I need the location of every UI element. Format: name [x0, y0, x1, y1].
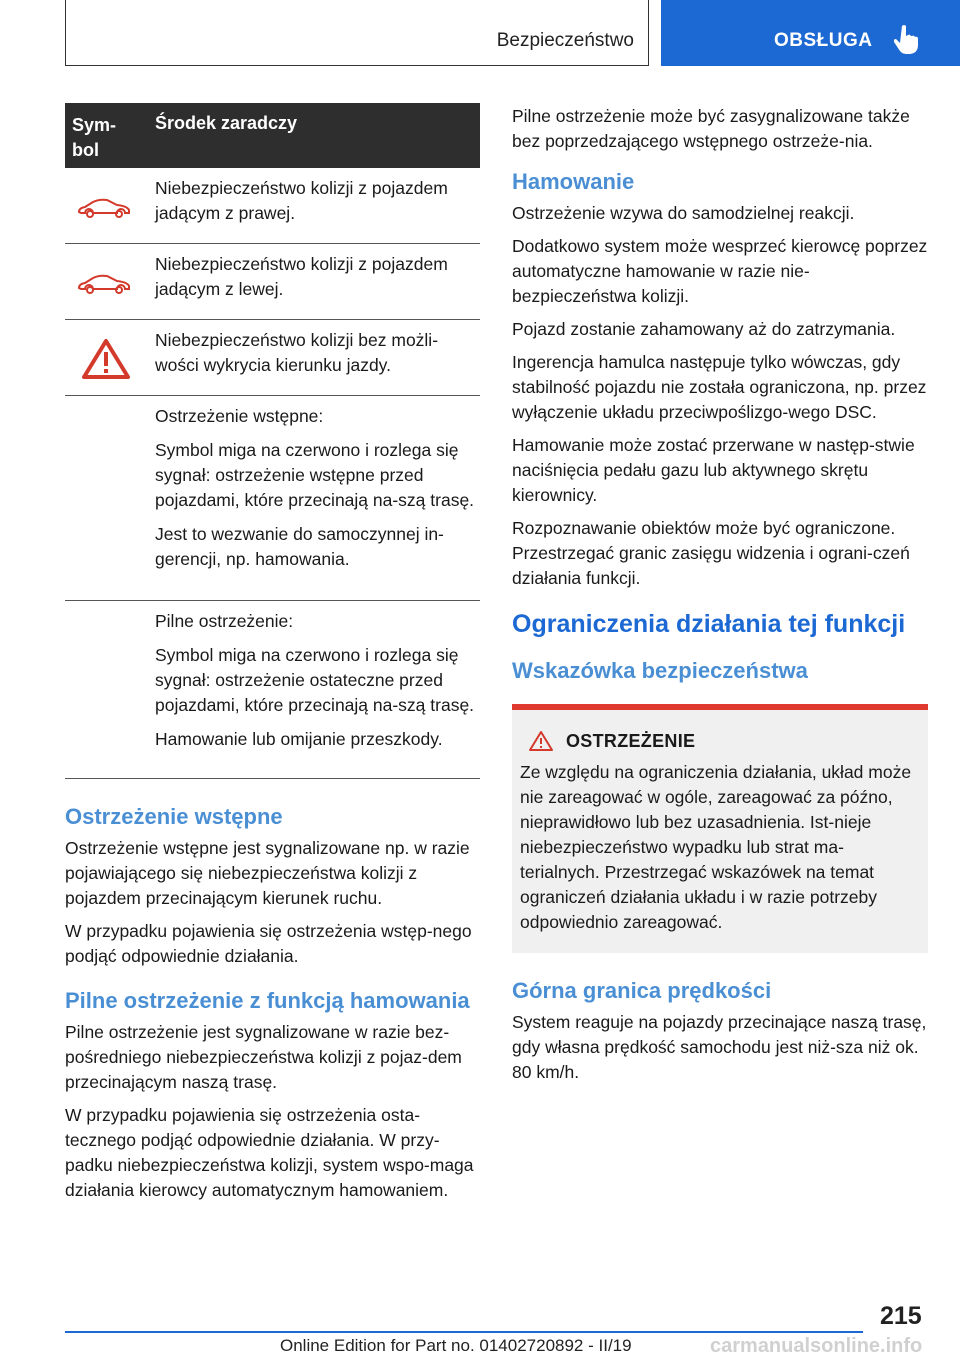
paragraph: Pojazd zostanie zahamowany aż do zatrzymania.: [512, 319, 896, 339]
table-row: [65, 168, 480, 244]
warning-box: [512, 704, 928, 953]
header-symbol: [72, 113, 116, 163]
pointing-hand-icon: [894, 24, 920, 54]
paragraph: W przypadku pojawienia się ostrzeżenia osta-tecznego podjąć odpowiednie działania. W przy-padku niebezpieczeństwa kolizji, system wspo-maga działania kierowcy automatycznym hamowaniem.: [65, 1105, 474, 1200]
car-red-icon: [75, 272, 135, 296]
heading-urgent-warning: Pilne ostrzeżenie z funkcją hamowania: [65, 988, 470, 1013]
row-text: Ostrzeżenie wstępne:: [155, 406, 324, 426]
section-title: Bezpieczeństwo: [496, 30, 634, 51]
table-row: [65, 244, 480, 320]
warning-title: OSTRZEŻENIE: [566, 730, 696, 751]
row-text: Niebezpieczeństwo kolizji z pojazdem jadącym z lewej.: [155, 254, 448, 299]
row-text: Symbol miga na czerwono i rozlega się sygnał: ostrzeżenie ostateczne przed pojazdami, które przecinają na-szą trasę.: [155, 645, 475, 715]
heading-speed-limit: Górna granica prędkości: [512, 978, 772, 1003]
paragraph: Dodatkowo system może wesprzeć kierowcę poprzez automatyczne hamowanie w razie nie-bezpieczeństwa kolizji.: [512, 236, 928, 306]
heading-safety: Wskazówka bezpieczeństwa: [512, 658, 808, 683]
paragraph: Ostrzeżenie wzywa do samodzielnej reakcji.: [512, 203, 855, 223]
watermark-logo: carmanualsonline.info: [710, 1335, 923, 1357]
edition-text: Online Edition for Part no. 01402720892 - II/19: [280, 1336, 632, 1355]
table-row: [65, 320, 480, 396]
page-number: 215: [880, 1302, 922, 1330]
paragraph: Ingerencja hamulca następuje tylko wówczas, gdy stabilność pojazdu nie została ograniczona, np. przez wyłączenie układu przeciwpoślizgo-wego DSC.: [512, 352, 927, 422]
paragraph: Hamowanie może zostać przerwane w następ-stwie naciśnięcia pedału gazu lub aktywnego skrętu kierownicy.: [512, 435, 915, 505]
chapter-title[interactable]: OBSŁUGA: [774, 30, 873, 51]
header-symbol-line1: Sym-: [72, 115, 117, 135]
table-header: [65, 103, 480, 168]
header-symbol-line2: bol: [72, 140, 99, 160]
header-action: Środek zaradczy: [155, 113, 298, 133]
car-red-icon: [75, 196, 135, 220]
row-text: Symbol miga na czerwono i rozlega się sygnał: ostrzeżenie wstępne przed pojazdami, które przecinają na-szą trasę.: [155, 440, 475, 510]
table-row: [65, 601, 480, 779]
table-row: [65, 396, 480, 601]
footer-divider: [65, 1331, 863, 1333]
heading-braking: Hamowanie: [512, 169, 635, 194]
row-text: Pilne ostrzeżenie:: [155, 611, 294, 631]
paragraph: W przypadku pojawienia się ostrzeżenia wstęp-nego podjąć odpowiednie działania.: [65, 921, 472, 966]
paragraph: Ostrzeżenie wstępne jest sygnalizowane np. w razie pojawiającego się niebezpieczeństwa kolizji z pojazdem przecinającym kierunek ruchu.: [65, 838, 470, 908]
heading-prewarning: Ostrzeżenie wstępne: [65, 804, 283, 829]
left-column: [65, 803, 480, 1211]
warning-title-row: [520, 730, 920, 752]
warning-triangle-icon: [81, 338, 131, 380]
row-text: Hamowanie lub omijanie przeszkody.: [155, 729, 443, 749]
paragraph: Pilne ostrzeżenie może być zasygnalizowane także bez poprzedzającego wstępnego ostrzeże-nia.: [512, 106, 910, 151]
heading-limits: Ograniczenia działania tej funkcji: [512, 610, 906, 638]
row-text: Niebezpieczeństwo kolizji z pojazdem jadącym z prawej.: [155, 178, 448, 223]
symbol-table: [65, 103, 480, 779]
row-text: Jest to wezwanie do samoczynnej in-gerencji, np. hamowania.: [155, 524, 444, 569]
warning-text: Ze względu na ograniczenia działania, układ może nie zareagować w ogóle, zareagować za późno, nieprawidłowo lub bez uzasadnienia. Ist-nieje niebezpieczeństwo wypadku lub strat ma-terialnych. Przestrzegać wskazówek na temat ograniczeń działania układu i w razie potrzeby odpowiednio zareagować.: [520, 762, 912, 932]
paragraph: Pilne ostrzeżenie jest sygnalizowane w razie bez-pośredniego niebezpieczeństwa kolizji z pojaz-dem przecinającym naszą trasę.: [65, 1022, 462, 1092]
warning-triangle-icon: [528, 730, 554, 752]
header-section-box: [65, 0, 649, 66]
paragraph: System reaguje na pojazdy przecinające naszą trasę, gdy własna prędkość samochodu jest niż-sza niż ok. 80 km/h.: [512, 1012, 927, 1082]
paragraph: Rozpoznawanie obiektów może być ograniczone. Przestrzegać granic zasięgu widzenia i ograni-czeń działania funkcji.: [512, 518, 910, 588]
header-chapter-box[interactable]: [661, 0, 960, 66]
right-column: [512, 104, 928, 1093]
row-text: Niebezpieczeństwo kolizji bez możli-wości wykrycia kierunku jazdy.: [155, 330, 439, 375]
